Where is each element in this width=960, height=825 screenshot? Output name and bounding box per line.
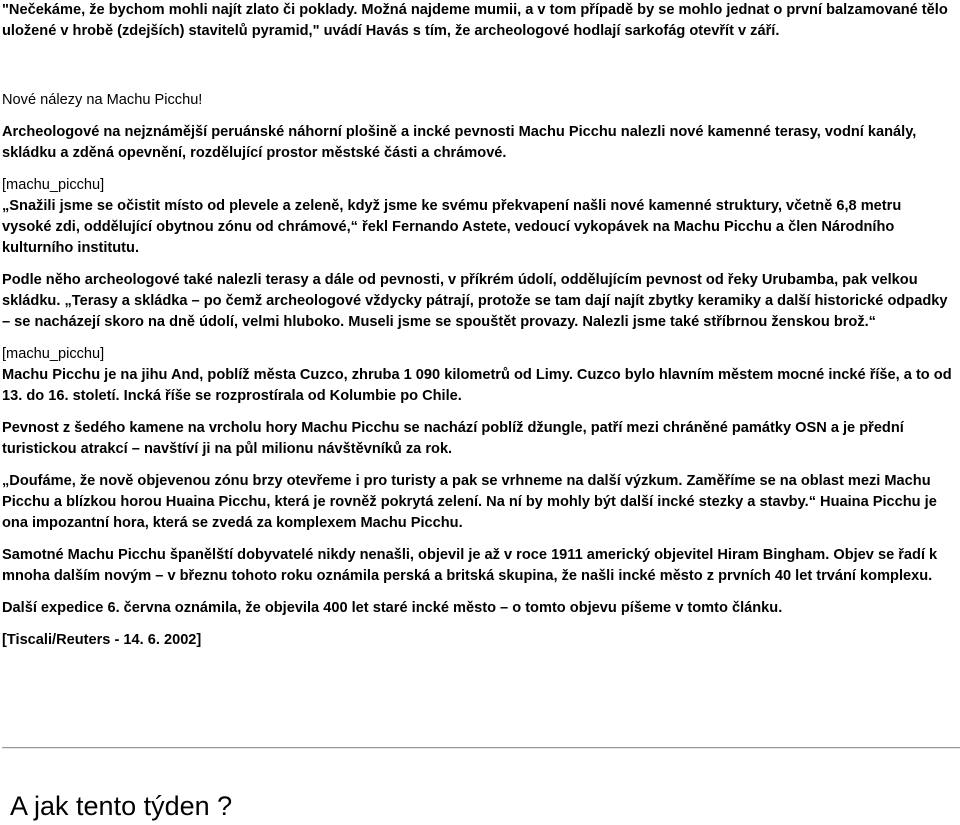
paragraph-3: Machu Picchu je na jihu And, poblíž města Cuzco, zhruba 1 090 kilometrů od Limy. Cuzco bylo hlavním městem mocné incké říše, a to od 13. do 16. století. Incká říše se rozprostírala od Kolumbie po Chile. <box>2 367 952 404</box>
source-credit: [Tiscali/Reuters - 14. 6. 2002] <box>2 632 202 648</box>
article <box>2 0 954 651</box>
image-placeholder-2: [machu_picchu] <box>2 346 105 362</box>
paragraph-7: Další expedice 6. června oznámila, že objevila 400 let staré incké město – o tomto objevu píšeme v tomto článku. <box>2 600 783 616</box>
image-placeholder-1: [machu_picchu] <box>2 177 105 193</box>
paragraph-2: Podle něho archeologové také nalezli terasy a dále od pevnosti, v příkrém údolí, oddělujícím pevnost od řeky Urubamba, pak velkou skládku. „Terasy a skládka – po čemž archeologové vždycky pátrají, protože se tam dají najít zbytky keramiky a další historické odpadky – se nacházejí skoro na dně údolí, velmi hluboko. Museli jsme se spouštět provazy. Nalezli jsme také stříbrnou ženskou brož.“ <box>2 272 948 330</box>
footer-heading: A jak tento týden ? <box>10 791 233 821</box>
subheading: Nové nálezy na Machu Picchu! <box>2 92 203 108</box>
paragraph-6: Samotné Machu Picchu španělští dobyvatelé nikdy nenašli, objevil je až v roce 1911 americký objevitel Hiram Bingham. Objev se řadí k mnoha dalším novým – v březnu tohoto roku oznámila perská a britská skupina, že našli incké město z prvních 40 let trvání komplexu. <box>2 547 938 584</box>
quote-paragraph: „Snažili jsme se očistit místo od plevele a zeleně, když jsme ke svému překvapení našli nové kamenné struktury, včetně 6,8 metru vysoké zdi, oddělující obytnou zónu od chrámové,“ řekl Fernando Astete, vedoucí vykopávek na Machu Picchu a člen Národního kulturního institutu. <box>2 198 902 256</box>
horizontal-divider <box>2 747 960 749</box>
lead-paragraph: Archeologové na nejznámější peruánské náhorní plošině a incké pevnosti Machu Picchu nalezli nové kamenné terasy, vodní kanály, skládku a zděná opevnění, rozdělující prostor městské části a chrámové. <box>2 124 917 161</box>
paragraph-4: Pevnost z šedého kamene na vrcholu hory Machu Picchu se nachází poblíž džungle, patří mezi chráněné památky OSN a je přední turistickou atrakcí – navštíví ji na půl milionu návštěvníků za rok. <box>2 420 904 457</box>
paragraph-5: „Doufáme, že nově objevenou zónu brzy otevřeme i pro turisty a pak se vrhneme na další výzkum. Zaměříme se na oblast mezi Machu Picchu a blízkou horou Huaina Picchu, která je rovněž pokrytá zelení. Na ní by mohly být další incké stezky a stavby.“ Huaina Picchu je ona impozantní hora, která se zvedá za komplexem Machu Picchu. <box>2 473 937 531</box>
intro-quote: "Nečekáme, že bychom mohli najít zlato či poklady. Možná najdeme mumii, a v tom případě by se mohlo jednat o první balzamované tělo uložené v hrobě (zdejších) stavitelů pyramid," uvádí Havás s tím, že archeologové hodlají sarkofág otevřít v září. <box>2 2 948 39</box>
